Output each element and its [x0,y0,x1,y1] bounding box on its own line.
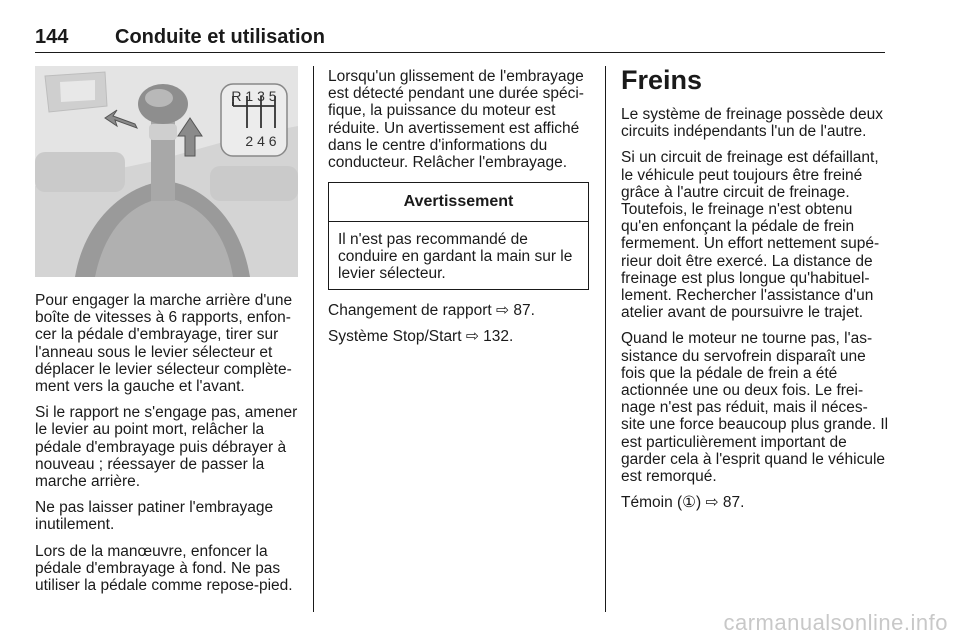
cross-references [328,302,590,354]
gear-lever-image [35,66,298,277]
paragraph: Ne pas laisser patiner l'embrayage inutilement. [35,499,274,534]
brake-warning-icon: (①) [677,494,702,512]
page-arrow-icon: ⇨ [496,302,510,319]
cross-reference[interactable] [621,494,889,511]
gear-pattern-bottom: 2 4 6 [245,133,277,149]
page-arrow-icon: ⇨ [705,494,719,512]
warning-box [328,182,589,290]
column-1 [35,292,299,603]
column-divider [313,66,314,612]
page-header [35,20,885,53]
paragraph: Si un circuit de freinage est défaillant, le véhicule peut toujours être freiné grâce à l'autre circuit de freinage. Toutefois, le freinage n'est obtenu qu'en enfonçant la pédale de frein fermement. Un effort nettement supé-rieur doit être exercé. La distance de freinage est plus longue qu'habituel-lement. Rechercher l'assistance d'un atelier avant de poursuivre le trajet. [621,149,880,322]
reference-page: 132. [483,328,514,346]
paragraph: Le système de freinage possède deux circuits indépendants l'un de l'autre. [621,106,883,141]
warning-title: Avertissement [329,183,588,222]
reference-page: 87. [722,494,745,512]
column-3 [621,64,889,520]
page-number: 144 [35,26,69,48]
gear-shift-illustration [35,66,298,277]
paragraph: Lorsqu'un glissement de l'embrayage est détecté pendant une durée spéci-fique, la puissance du moteur est réduite. Un avertissement est affiché dans le centre d'informations du conducteur. Relâcher l'embrayage. [328,68,584,172]
cross-reference[interactable] [328,328,590,345]
column-2 [328,68,590,180]
column-divider [605,66,606,612]
section-heading: Freins [621,65,703,95]
gear-pattern-top: R 1 3 5 [231,88,277,104]
paragraph: Pour engager la marche arrière d'une boîte de vitesses à 6 rapports, enfon-cer la pédale d'embrayage, tirer sur l'anneau sous le levier sélecteur et déplacer le levier sélecteur complète-ment vers la gauche et l'avant. [35,292,293,396]
watermark: carmanualsonline.info [723,610,948,635]
page-arrow-icon: ⇨ [465,328,479,346]
paragraph: Si le rapport ne s'engage pas, amener le levier au point mort, relâcher la pédale d'embrayage puis débrayer à nouveau ; réessayer de passer la marche arrière. [35,404,298,491]
paragraph: Lors de la manœuvre, enfoncer la pédale d'embrayage à fond. Ne pas utiliser la pédale comme repose-pied. [35,542,293,595]
reference-text: Changement de rapport [328,302,492,319]
reference-text: Témoin [621,494,673,512]
warning-body: Il n'est pas recommandé de conduire en gardant la main sur le levier sélecteur. [338,231,573,283]
cross-reference[interactable] [328,302,590,319]
paragraph: Quand le moteur ne tourne pas, l'as-sistance du servofrein disparaît une fois que la pédale de frein a été actionnée une ou deux fois. Le frei-nage n'est pas réduit, mais il néces-site une force beaucoup plus grande. Il est particulièrement important de garder cela à l'esprit quand le véhicule est remorqué. [621,330,889,486]
reference-text: Système Stop/Start [328,328,462,346]
section-title: Conduite et utilisation [115,26,325,48]
reference-page: 87. [513,302,535,319]
